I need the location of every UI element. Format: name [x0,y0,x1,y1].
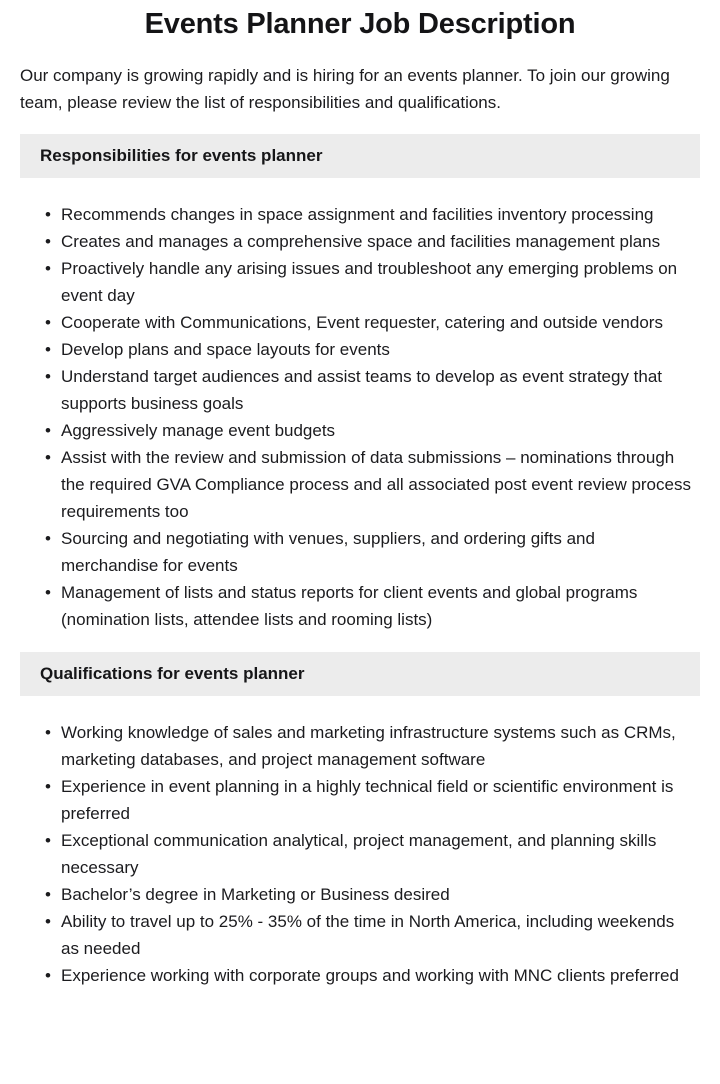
list-item: • Proactively handle any arising issues and troubleshoot any emerging problems on event day [61,255,696,309]
list-item: • Management of lists and status reports for client events and global programs (nomination lists, attendee lists and rooming lists) [61,579,696,633]
list-item: • Sourcing and negotiating with venues, suppliers, and ordering gifts and merchandise for events [61,525,696,579]
responsibilities-list [20,201,700,633]
list-item: • Ability to travel up to 25% - 35% of the time in North America, including weekends as needed [61,908,696,962]
list-item: • Recommends changes in space assignment and facilities inventory processing [61,201,696,228]
section-heading-qualifications: Qualifications for events planner [20,652,700,696]
list-item: • Understand target audiences and assist teams to develop as event strategy that supports business goals [61,363,696,417]
list-item: • Experience in event planning in a highly technical field or scientific environment is preferred [61,773,696,827]
list-item: • Working knowledge of sales and marketing infrastructure systems such as CRMs, marketing databases, and project management software [61,719,696,773]
list-item: • Bachelor’s degree in Marketing or Business desired [61,881,696,908]
section-qualifications [20,652,700,989]
page-title: Events Planner Job Description [144,8,576,40]
list-item: • Experience working with corporate groups and working with MNC clients preferred [61,962,696,989]
section-heading-responsibilities: Responsibilities for events planner [20,134,700,178]
section-responsibilities [20,134,700,633]
list-item: • Aggressively manage event budgets [61,417,696,444]
qualifications-list [20,719,700,989]
intro-paragraph: Our company is growing rapidly and is hiring for an events planner. To join our growing team, please review the list of responsibilities and qualifications. [20,66,670,112]
list-item: • Exceptional communication analytical, project management, and planning skills necessary [61,827,696,881]
list-item: • Develop plans and space layouts for events [61,336,696,363]
list-item: • Creates and manages a comprehensive space and facilities management plans [61,228,696,255]
list-item: • Cooperate with Communications, Event requester, catering and outside vendors [61,309,696,336]
list-item: • Assist with the review and submission of data submissions – nominations through the required GVA Compliance process and all associated post event review process requirements too [61,444,696,525]
